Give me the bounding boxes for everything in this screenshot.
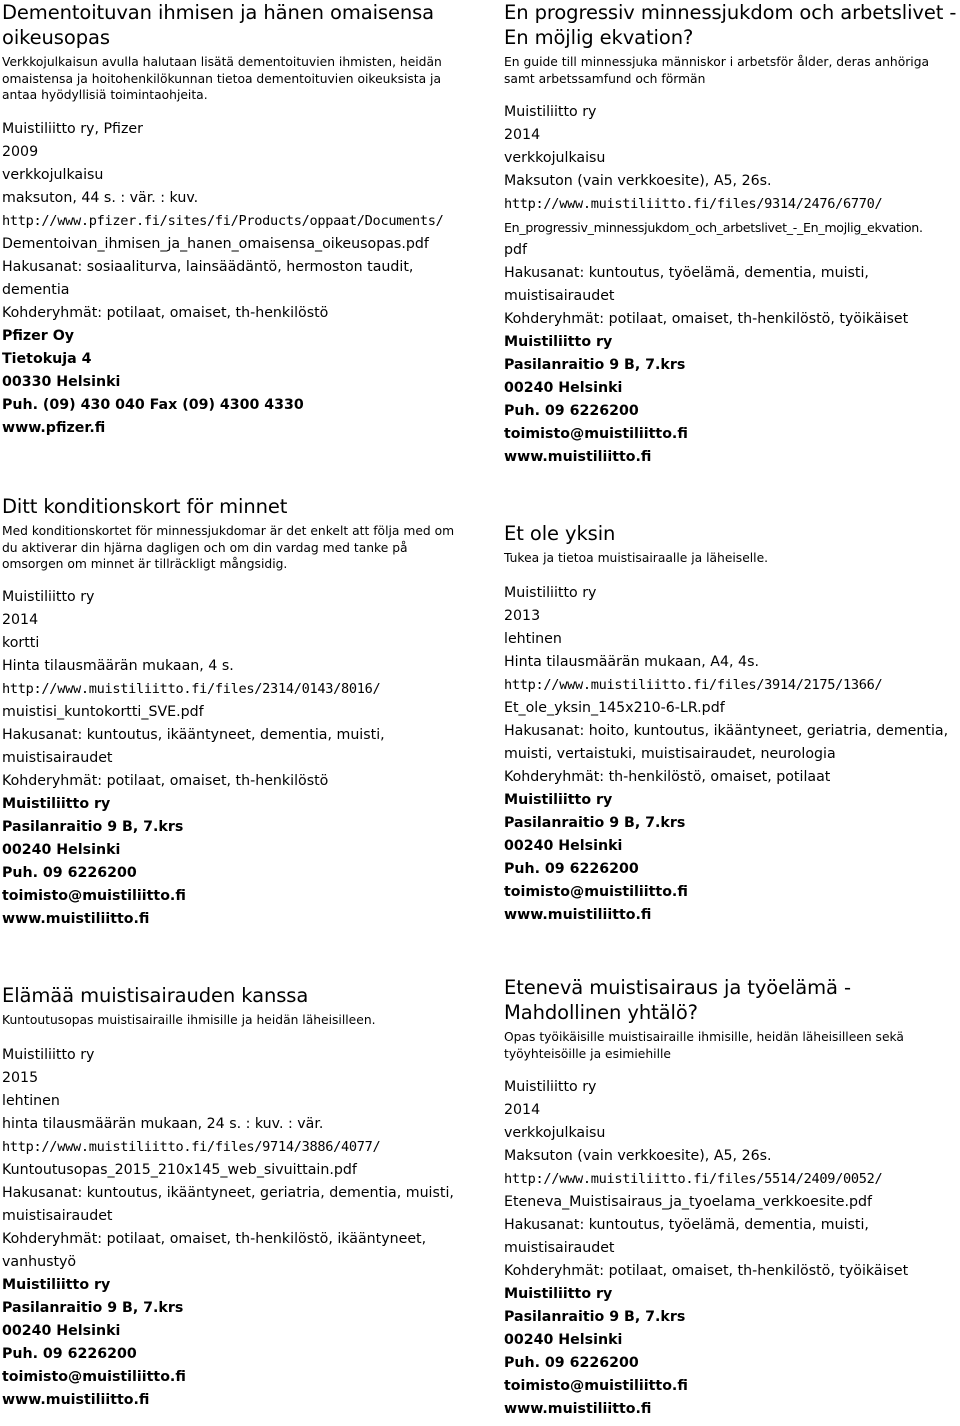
contact-web-link[interactable]: www.pfizer.fi [2,419,106,436]
contact-email-link[interactable]: toimisto@muistiliitto.fi [2,1368,186,1385]
contact-phone: Puh. 09 6226200 [504,403,639,419]
price: Maksuton (vain verkkoesite), A5, 26s. [504,1148,772,1164]
format: verkkojulkaisu [504,1125,606,1141]
contact-name: Muistiliitto ry [504,334,613,350]
publication-entry [504,0,960,469]
publisher: Muistiliitto ry [504,584,597,601]
url-link[interactable]: http://www.muistiliitto.fi/files/3914/2175/1366/ [504,676,883,693]
publication-description: Tukea ja tietoa muistisairaalle ja läheiselle. [504,551,769,565]
audience: Kohderyhmät: potilaat, omaiset, th-henkilöstö [2,304,329,321]
price: hinta tilausmäärän mukaan, 24 s. : kuv. : vär. [2,1115,324,1132]
publication-title: En progressiv minnessjukdom och arbetslivet - En möjlig ekvation? [504,1,957,49]
contact-web-link[interactable]: www.muistiliitto.fi [504,906,652,923]
keywords: Hakusanat: kuntoutus, työelämä, dementia, muisti, muistisairaudet [504,265,869,304]
year: 2014 [2,611,39,628]
publisher: Muistiliitto ry [504,104,597,120]
publication-title: Et ole yksin [504,522,616,545]
contact-city: 00240 Helsinki [2,1322,121,1339]
contact-phone: Puh. 09 6226200 [504,860,639,877]
url-link[interactable]: http://www.muistiliitto.fi/files/2314/0143/8016/ [2,680,381,697]
contact-web-link[interactable]: www.muistiliitto.fi [504,449,652,465]
contact-phone: Puh. 09 6226200 [2,864,137,881]
publication-description: Kuntoutusopas muistisairaille ihmisille ja heidän läheisilleen. [2,1013,376,1027]
publication-entry [504,521,960,927]
keywords: Hakusanat: hoito, kuntoutus, ikääntyneet, geriatria, dementia, muisti, vertaistuki, muistisairaudet, neurologia [504,722,949,762]
publication-title: Elämää muistisairauden kanssa [2,984,309,1007]
price: Hinta tilausmäärän mukaan, A4, 4s. [504,653,759,670]
contact-street: Pasilanraitio 9 B, 7.krs [504,814,686,831]
year: 2009 [2,143,39,160]
contact-street: Pasilanraitio 9 B, 7.krs [2,1299,184,1316]
contact-city: 00240 Helsinki [504,380,623,396]
publication-entry [2,983,464,1412]
contact-web-link[interactable]: www.muistiliitto.fi [2,1391,150,1408]
url-link[interactable]: http://www.pfizer.fi/sites/fi/Products/oppaat/Documents/ [2,212,444,229]
url-link[interactable]: Kuntoutusopas_2015_210x145_web_sivuittain.pdf [2,1161,357,1178]
url-link[interactable]: http://www.muistiliitto.fi/files/9714/3886/4077/ [2,1138,381,1155]
publisher: Muistiliitto ry [2,588,95,605]
contact-email-link[interactable]: toimisto@muistiliitto.fi [504,426,688,442]
url-link[interactable]: pdf [504,242,528,258]
audience: Kohderyhmät: potilaat, omaiset, th-henkilöstö, työikäiset [504,1263,909,1279]
audience: Kohderyhmät: potilaat, omaiset, th-henkilöstö, työikäiset [504,311,909,327]
year: 2014 [504,127,541,143]
publication-entry [2,0,464,440]
publication-description: Opas työikäisille muistisairaille ihmisille, heidän läheisilleen sekä työyhteisöille ja esimiehille [504,1030,904,1061]
publication-entry [504,975,960,1421]
year: 2013 [504,607,541,624]
publication-title: Dementoituvan ihmisen ja hänen omaisensa oikeusopas [2,1,435,49]
contact-phone: Puh. 09 6226200 [2,1345,137,1362]
keywords: Hakusanat: kuntoutus, ikääntyneet, dementia, muisti, muistisairaudet [2,726,385,766]
contact-street: Pasilanraitio 9 B, 7.krs [504,1309,686,1325]
publication-title: Ditt konditionskort för minnet [2,495,288,518]
price: Hinta tilausmäärän mukaan, 4 s. [2,657,234,674]
contact-email-link[interactable]: toimisto@muistiliitto.fi [2,887,186,904]
contact-city: 00240 Helsinki [504,837,623,854]
format: verkkojulkaisu [504,150,606,166]
contact-street: Pasilanraitio 9 B, 7.krs [504,357,686,373]
url-link[interactable]: En_progressiv_minnessjukdom_och_arbetslivet_-_En_mojlig_ekvation. [504,220,923,235]
contact-name: Muistiliitto ry [504,1286,613,1302]
url-link[interactable]: Dementoivan_ihmisen_ja_hanen_omaisensa_oikeusopas.pdf [2,235,429,252]
contact-name: Muistiliitto ry [504,791,613,808]
contact-email-link[interactable]: toimisto@muistiliitto.fi [504,1378,688,1394]
url-link[interactable]: muistisi_kuntokortti_SVE.pdf [2,703,204,720]
format: verkkojulkaisu [2,166,104,183]
keywords: Hakusanat: sosiaaliturva, lainsäädäntö, hermoston taudit, dementia [2,258,414,298]
format: lehtinen [504,630,562,647]
contact-web-link[interactable]: www.muistiliitto.fi [504,1401,652,1417]
url-link[interactable]: http://www.muistiliitto.fi/files/5514/2409/0052/ [504,1171,883,1187]
publisher: Muistiliitto ry [2,1046,95,1063]
url-link[interactable]: http://www.muistiliitto.fi/files/9314/2476/6770/ [504,196,883,212]
contact-phone: Puh. 09 6226200 [504,1355,639,1371]
audience: Kohderyhmät: potilaat, omaiset, th-henkilöstö, ikääntyneet, vanhustyö [2,1230,427,1270]
format: lehtinen [2,1092,60,1109]
publication-description: Med konditionskortet för minnessjukdomar är det enkelt att följa med om du aktiverar din hjärna dagligen och om din vardag med tanke på omsorgen om minnet är tillräckligt mångsidig. [2,524,455,571]
contact-web-link[interactable]: www.muistiliitto.fi [2,910,150,927]
audience: Kohderyhmät: th-henkilöstö, omaiset, potilaat [504,768,831,785]
keywords: Hakusanat: kuntoutus, työelämä, dementia, muisti, muistisairaudet [504,1217,869,1256]
url-link[interactable]: Eteneva_Muistisairaus_ja_tyoelama_verkkoesite.pdf [504,1194,873,1210]
format: kortti [2,634,40,651]
publication-description: Verkkojulkaisun avulla halutaan lisätä dementoituvien ihmisten, heidän omaistensa ja hoitohenkilökunnan tietoa dementoituvien oikeuksista ja antaa hyödyllisiä toimintaohjeita. [2,55,442,102]
publisher: Muistiliitto ry [504,1079,597,1095]
publication-description: En guide till minnessjuka människor i arbetsför ålder, deras anhöriga samt arbetssamfund och förmän [504,55,930,86]
audience: Kohderyhmät: potilaat, omaiset, th-henkilöstö [2,772,329,789]
contact-city: 00330 Helsinki [2,373,121,390]
price: maksuton, 44 s. : vär. : kuv. [2,189,199,206]
publisher: Muistiliitto ry, Pfizer [2,120,143,137]
contact-name: Pfizer Oy [2,327,75,344]
price: Maksuton (vain verkkoesite), A5, 26s. [504,173,772,189]
contact-phone: Puh. (09) 430 040 Fax (09) 4300 4330 [2,396,304,413]
contact-city: 00240 Helsinki [2,841,121,858]
keywords: Hakusanat: kuntoutus, ikääntyneet, geriatria, dementia, muisti, muistisairaudet [2,1184,454,1224]
contact-name: Muistiliitto ry [2,1276,111,1293]
contact-city: 00240 Helsinki [504,1332,623,1348]
publication-title: Etenevä muistisairaus ja työelämä - Mahdollinen yhtälö? [504,976,851,1024]
year: 2014 [504,1102,541,1118]
contact-street: Pasilanraitio 9 B, 7.krs [2,818,184,835]
publication-entry [2,494,464,931]
contact-street: Tietokuja 4 [2,350,92,367]
year: 2015 [2,1069,39,1086]
url-link[interactable]: Et_ole_yksin_145x210-6-LR.pdf [504,699,725,716]
contact-name: Muistiliitto ry [2,795,111,812]
contact-email-link[interactable]: toimisto@muistiliitto.fi [504,883,688,900]
